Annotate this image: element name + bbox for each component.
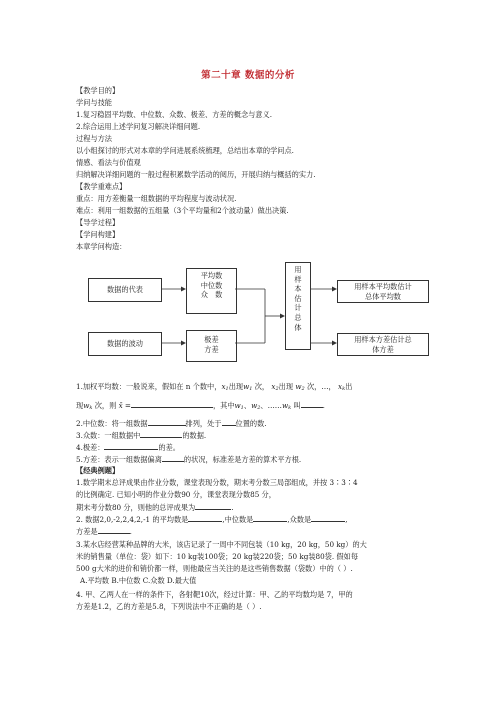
- variance-definition: 5.方差：表示一组数据偏离 的状况，标准差是方差的算术平方根.: [76, 455, 302, 464]
- mean-label: 平均数: [200, 271, 223, 280]
- sample-char: 估: [294, 293, 302, 303]
- sample-char: 本: [294, 284, 302, 294]
- key-points-heading: 【教学重难点】: [76, 182, 127, 191]
- weighted-mean-line-1: 1.加权平均数：一般说来，假如在 n 个数中，$x_1$出现$w_1$ 次， $x_2$出现 $w_2$ 次，…， $x_k$出: [76, 382, 353, 392]
- mode-label: 众 数: [200, 290, 223, 300]
- estimate-variance-box: [337, 333, 429, 356]
- knowledge-item-1: 1.复习稳固平均数、中位数、众数、极差、方差的概念与意义.: [76, 110, 273, 119]
- knowledge-item-2: 2.综合运用上述学问复习解决详细问题.: [76, 122, 201, 131]
- mode-definition: 3.众数：一组数据中 的数据.: [76, 431, 207, 440]
- example-1-line-3: 期末考分数80 分，则他的总评成果为 .: [76, 503, 234, 512]
- example-2-line-1: 2. 数据2,0,-2,2,4,2,-1 的平均数是 ,中位数是 ,众数是 ,: [76, 515, 348, 524]
- sample-char: 体: [294, 322, 302, 332]
- mode-blank[interactable]: [140, 430, 182, 438]
- example-2-median-blank[interactable]: [253, 514, 287, 522]
- spread-measures-box: [186, 330, 237, 362]
- weighted-mean-line-2: 现$w_k$ 次，则 x̄ = ，其中$w_1$、$w_2$、$\dots\dots w_k$ 叫 .: [76, 401, 325, 411]
- estimate-variance-line-1: 用样本方差估计总: [354, 335, 412, 344]
- example-4-line-1: 4. 甲、乙两人在一样的条件下，各射靶10次，经过计算：甲、乙的平均数均是 7，甲的: [76, 590, 353, 599]
- process-text: 以小组探讨的形式对本章的学问进展系统梳理，总结出本章的学问点.: [76, 146, 294, 155]
- sample-char: 样: [294, 274, 302, 284]
- sample-char: 总: [294, 312, 302, 322]
- data-representative-box: [88, 278, 162, 302]
- data-representative-label: 数据的代表: [107, 285, 143, 294]
- objectives-heading: 【教学目的】: [76, 86, 120, 95]
- knowledge-heading: 学问与技能: [76, 98, 112, 107]
- range-label: 极差: [204, 335, 219, 344]
- median-order-blank[interactable]: [148, 418, 186, 426]
- attitude-heading: 情感、看法与价值观: [76, 158, 141, 167]
- key-point-text: 重点：用方差衡量一组数据的平均程度与波动状况.: [76, 194, 237, 203]
- example-2-line-2: 方差是 .: [76, 527, 132, 536]
- structure-heading: 【学问构建】: [76, 230, 120, 239]
- estimate-mean-line-2: 总体平均数: [365, 291, 401, 301]
- median-label: 中位数: [200, 280, 223, 290]
- estimate-mean-line-1: 用样本平均数估计: [354, 282, 412, 291]
- sample-estimate-box: [285, 262, 311, 350]
- variance-blank[interactable]: [162, 454, 184, 462]
- page-title: 第二十章 数据的分析: [201, 70, 295, 81]
- sample-char: 计: [294, 303, 302, 313]
- example-1-line-2: 的比例确定. 已知小明的作业分数90 分，课堂表现分数85 分，: [76, 490, 276, 499]
- estimate-mean-box: [337, 280, 429, 303]
- weighted-mean-formula-blank[interactable]: [131, 400, 213, 408]
- example-3-line-2: 米的销售量（单位：袋）如下：10 kg装100袋；20 kg装220袋；50 kg装80袋. 假如每: [76, 552, 359, 561]
- data-fluctuation-label: 数据的波动: [107, 339, 143, 348]
- median-position-blank[interactable]: [222, 418, 236, 426]
- average-measures-box: [186, 268, 237, 314]
- example-1-answer-blank[interactable]: [195, 502, 231, 510]
- difficulty-text: 难点：利用一组数据的五组量（3个平均量和2个波动量）做出决策.: [76, 206, 289, 215]
- example-2-variance-blank[interactable]: [98, 526, 130, 534]
- sample-char: 用: [294, 265, 302, 274]
- examples-heading: 【经典例题】: [76, 466, 120, 475]
- example-2-mean-blank[interactable]: [188, 514, 222, 522]
- data-fluctuation-box: [88, 332, 162, 356]
- range-definition: 4.极差： 的差。: [76, 443, 180, 452]
- median-definition: 2.中位数：将一组数据 排列，处于 位置的数.: [76, 419, 267, 428]
- weights-name-blank[interactable]: [301, 400, 323, 408]
- example-4-line-2: 方差是1.2，乙的方差是5.8，下列说法中不正确的是（ ）.: [76, 602, 262, 611]
- guide-heading: 【导学过程】: [76, 218, 120, 227]
- example-3-line-1: 3.某水店经营某种品牌的大米，该店记录了一周中不同包装（10 kg，20 kg，50 kg）的大: [76, 540, 367, 549]
- attitude-text: 归纳解决详细问题的一般过程积累数学活动的阅历，开展归纳与概括的实力.: [76, 170, 316, 179]
- estimate-variance-line-2: 体方差: [372, 344, 394, 354]
- example-2-mode-blank[interactable]: [311, 514, 345, 522]
- structure-intro: 本章学问构造：: [76, 242, 127, 251]
- example-1-line-1: 1.数学期末总评成果由作业分数，课堂表现分数，期末考分数三局部组成，并按 3∶3∶4: [76, 478, 358, 487]
- process-heading: 过程与方法: [76, 134, 112, 143]
- range-blank[interactable]: [104, 442, 158, 450]
- example-3-line-3: 500 g大米的进价和销价都一样，则他最应当关注的是这些销售数据（袋数）中的（ ）.: [76, 564, 353, 573]
- example-3-options: A.平均数 B.中位数 C.众数 D.最大值: [80, 576, 197, 585]
- variance-label: 方差: [204, 344, 219, 354]
